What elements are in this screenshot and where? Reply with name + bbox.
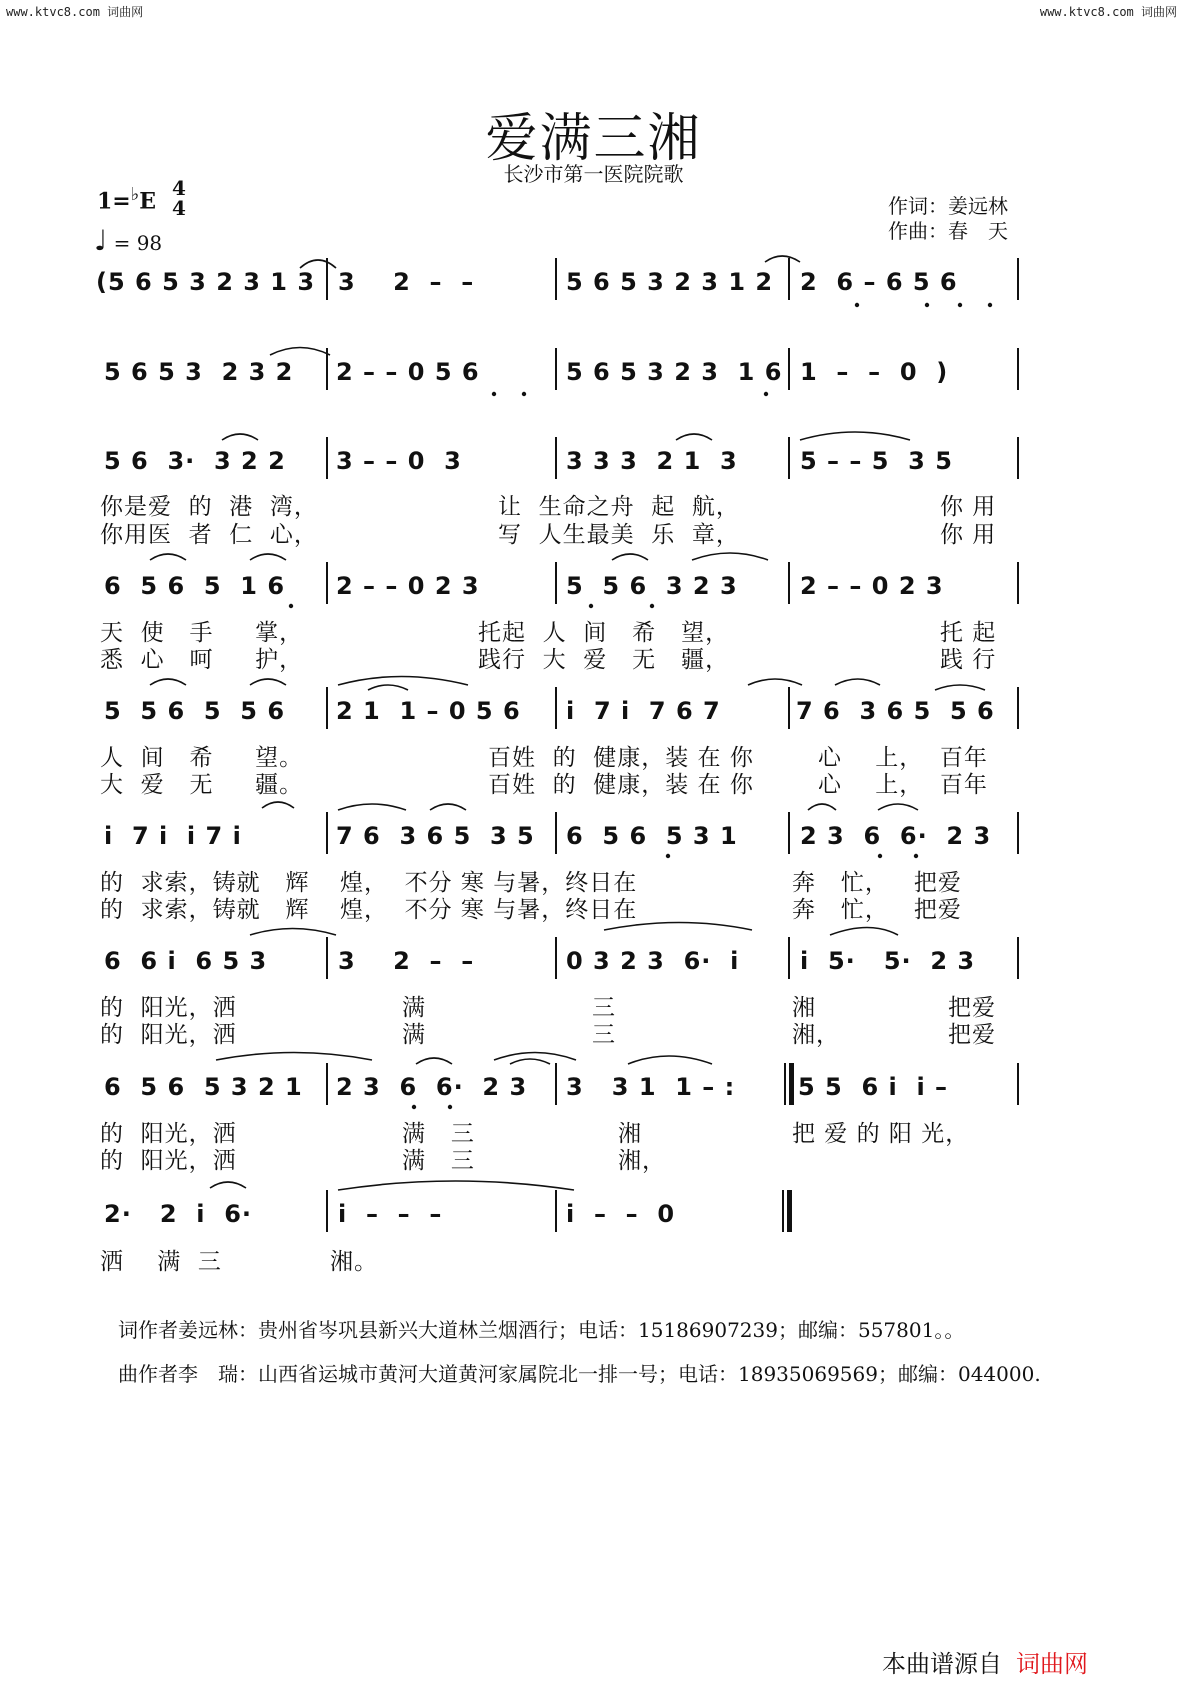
tie — [250, 929, 336, 936]
slur — [338, 677, 468, 686]
lyric-verse1: 你 用 — [940, 494, 997, 520]
lyric-verse2: 大 爱 无 疆。 — [100, 772, 304, 798]
slur — [250, 679, 286, 685]
tempo-marking: ♩ = 98 — [94, 224, 163, 257]
measure: i – – 0 — [566, 1200, 676, 1228]
measure: 2 3 6 6· 2 3 — [336, 1073, 528, 1101]
song-title: 爱满三湘 — [485, 109, 702, 169]
lyric-verse2: 你 用 — [940, 522, 997, 548]
lyric-verse2: 把爱 — [948, 1022, 996, 1048]
lyric-verse2: 践 行 — [940, 647, 997, 673]
octave-dot — [589, 604, 593, 608]
lyric-verse1: 满 — [402, 995, 426, 1021]
measure: 2 – – 0 2 3 — [336, 572, 480, 600]
lyric-verse1: 把 爱 的 阳 光， — [792, 1121, 970, 1147]
measure: i 5· 5· 2 3 — [800, 947, 976, 975]
slur — [262, 802, 294, 808]
measure: 6 5 6 5 1 6 — [104, 572, 286, 600]
measure: 2· 2 i 6· — [104, 1200, 253, 1228]
tie — [270, 348, 330, 356]
slur — [222, 434, 258, 440]
slur — [604, 923, 752, 931]
measure: 3 3 1 1 – : — [566, 1073, 736, 1101]
lyric-verse1: 托起 人 间 希 望， — [478, 620, 730, 646]
tie — [338, 1181, 574, 1190]
lyric-verse1: 奔 忙， 把爱 — [792, 870, 962, 896]
lyric-verse2: 你用医 者 仁 心， — [100, 522, 318, 548]
lyric-verse2: 三 — [592, 1022, 616, 1048]
composer-contact: 曲作者李 瑞：山西省运城市黄河大道黄河家属院北一排一号；电话：18935069569；邮编：044000. — [118, 1362, 1041, 1386]
octave-dot — [289, 604, 293, 608]
measure: 5 6 5 3 2 3 1 2 — [566, 268, 774, 296]
flat-icon: ♭ — [130, 184, 140, 205]
lyric-verse2: 湘， — [792, 1022, 840, 1048]
slur — [368, 685, 408, 690]
measure: 7 6 3 6 5 5 6 — [796, 697, 995, 725]
source-attribution: 本曲谱源自 词曲网 — [882, 1650, 1088, 1678]
lyric-verse2: 百姓 的 健康，装 在 你 — [488, 772, 754, 798]
slur — [250, 554, 286, 560]
key-signature: 1=♭E — [97, 184, 157, 215]
lyric-verse1: 心 上， 百年 — [818, 745, 988, 771]
lyric-verse2: 写 人生最美 乐 章， — [498, 522, 740, 548]
octave-dot — [855, 303, 859, 307]
lyric-verse1: 满 三 — [402, 1121, 475, 1147]
tie — [748, 679, 802, 685]
measure: 1 – – 0 ) — [800, 358, 949, 386]
lyric-verse2: 奔 忙， 把爱 — [792, 897, 962, 923]
measure: 2 – – 0 5 6 — [336, 358, 480, 386]
lyric-verse1: 天 使 手 掌， — [100, 620, 304, 646]
quarter-note-icon: ♩ — [94, 224, 108, 257]
lyric-verse1: 煌， 不分 寒 与暑，终日在 — [340, 870, 638, 896]
octave-dot — [412, 1105, 416, 1109]
slur — [510, 1059, 550, 1064]
measure: 5 5 6 i i – — [798, 1073, 949, 1101]
octave-dot — [878, 854, 882, 858]
measure: 3 2 – – — [338, 268, 475, 296]
tie — [416, 1058, 452, 1064]
lyric-verse2: 心 上， 百年 — [818, 772, 988, 798]
slur — [808, 804, 836, 810]
measure: 5 5 6 5 5 6 — [104, 697, 286, 725]
slur — [150, 554, 186, 560]
lyric-verse1: 人 间 希 望。 — [100, 745, 304, 771]
octave-dot — [988, 303, 992, 307]
lyric-verse2: 悉 心 呵 护， — [100, 647, 304, 673]
lyric-verse2: 的 求索，铸就 辉 — [100, 897, 310, 923]
lyric-verse2: 满 — [402, 1022, 426, 1048]
slur — [216, 1053, 372, 1061]
measure: 5 5 6 3 2 3 — [566, 572, 738, 600]
measure: 6 6 i 6 5 3 — [104, 947, 268, 975]
measure: 3 3 3 2 1 3 — [566, 447, 738, 475]
measure: 5 – – 5 3 5 — [800, 447, 953, 475]
measure: 2 1 1 – 0 5 6 — [336, 697, 521, 725]
lyricist-contact: 词作者姜远林：贵州省岑巩县新兴大道林兰烟酒行；电话：15186907239；邮编：557801。。 — [118, 1318, 965, 1342]
slur — [628, 1056, 712, 1064]
slur — [676, 434, 712, 440]
measure: 2 – – 0 2 3 — [800, 572, 944, 600]
tie — [765, 256, 800, 262]
header-site-left: www.ktvc8.com 词曲网 — [6, 5, 144, 19]
octave-dot — [492, 392, 496, 396]
slur — [612, 554, 648, 560]
header-site-right: www.ktvc8.com 词曲网 — [1039, 5, 1177, 19]
lyric-verse1: 湘 — [792, 995, 816, 1021]
lyricist-credit: 作词：姜远林 — [888, 194, 1008, 218]
measure: 3 – – 0 3 — [336, 447, 462, 475]
measure: i 7 i 7 6 7 — [566, 697, 721, 725]
measure: 5 6 3· 3 2 2 — [104, 447, 286, 475]
lyric-verse2: 煌， 不分 寒 与暑，终日在 — [340, 897, 638, 923]
octave-dot — [958, 303, 962, 307]
octave-dot — [764, 392, 768, 396]
lyric-verse1: 三 — [592, 995, 616, 1021]
measure: 5 6 5 3 2 3 1 6 — [566, 358, 783, 386]
octave-dot — [925, 303, 929, 307]
time-signature: 4 4 — [172, 176, 186, 220]
tie — [878, 804, 918, 810]
lyric-verse2: 的 阳光，洒 — [100, 1022, 237, 1048]
tie — [830, 928, 898, 936]
measure: 2 6 – 6 5 6 — [800, 268, 958, 296]
lyric-verse1: 湘。 — [330, 1249, 378, 1275]
lyric-verse2: 践行 大 爱 无 疆， — [478, 647, 730, 673]
lyric-verse1: 把爱 — [948, 995, 996, 1021]
lyric-verse2: 满 三 — [402, 1148, 475, 1174]
slur — [835, 679, 880, 685]
lyric-verse1: 的 阳光，洒 — [100, 1121, 237, 1147]
lyric-verse1: 让 生命之舟 起 航， — [498, 494, 740, 520]
measure: 5 6 5 3 2 3 2 — [104, 358, 294, 386]
octave-dot — [448, 1105, 452, 1109]
measure: 7 6 3 6 5 3 5 — [336, 822, 535, 850]
lyric-verse2: 的 阳光，洒 — [100, 1148, 237, 1174]
lyric-verse1: 的 阳光，洒 — [100, 995, 237, 1021]
slur — [150, 679, 186, 685]
measure: 2 3 6 6· 2 3 — [800, 822, 992, 850]
lyric-verse1: 湘 — [618, 1121, 642, 1147]
measure: 3 2 – – — [338, 947, 475, 975]
octave-dot — [522, 392, 526, 396]
measure: i – – – — [338, 1200, 443, 1228]
octave-dot — [650, 604, 654, 608]
slur — [210, 1182, 246, 1188]
measure: 6 5 6 5 3 2 1 — [104, 1073, 303, 1101]
measure: (5 6 5 3 2 3 1 3 — [96, 268, 316, 296]
brand-link[interactable]: 词曲网 — [1016, 1650, 1088, 1678]
tie — [800, 432, 910, 440]
slur — [935, 685, 985, 690]
lyric-verse1: 洒 满 三 — [100, 1249, 222, 1275]
composer-credit: 作曲：春 天 — [888, 219, 1008, 243]
slur — [430, 804, 466, 810]
slur — [692, 553, 768, 560]
lyric-verse1: 你是爱 的 港 湾， — [100, 494, 318, 520]
measure: 0 3 2 3 6· i — [566, 947, 740, 975]
lyric-verse1: 百姓 的 健康，装 在 你 — [488, 745, 754, 771]
octave-dot — [666, 854, 670, 858]
song-subtitle: 长沙市第一医院院歌 — [503, 162, 684, 186]
measure: 6 5 6 5 3 1 — [566, 822, 738, 850]
lyric-verse1: 托 起 — [940, 620, 997, 646]
octave-dot — [914, 854, 918, 858]
measure: i 7 i i 7 i — [104, 822, 242, 850]
lyric-verse1: 的 求索，铸就 辉 — [100, 870, 310, 896]
tie — [300, 260, 336, 268]
lyric-verse2: 湘， — [618, 1148, 666, 1174]
slur — [338, 804, 406, 810]
